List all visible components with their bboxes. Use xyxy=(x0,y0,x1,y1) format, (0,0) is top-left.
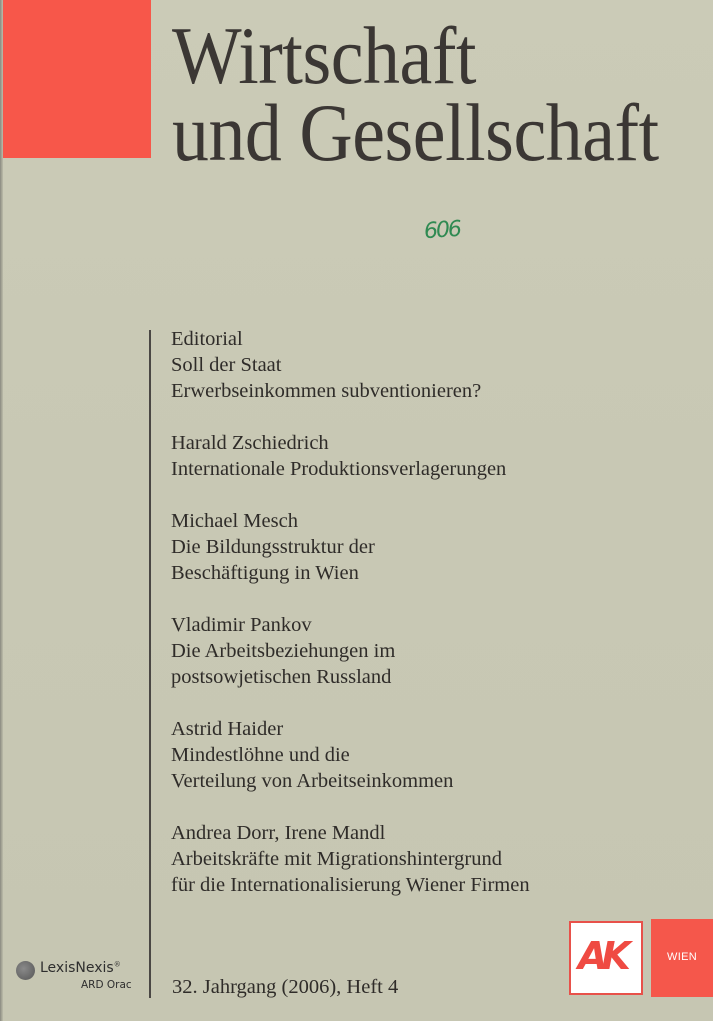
toc-author: Harald Zschiedrich xyxy=(171,432,329,454)
toc-title: Internationale Produktionsverlagerungen xyxy=(171,458,507,480)
ak-wien-label: WIEN xyxy=(667,951,697,963)
registered-mark: ® xyxy=(113,960,121,969)
toc-title: Erwerbseinkommen subventionieren? xyxy=(171,380,482,402)
toc-author: Astrid Haider xyxy=(171,718,284,740)
toc-heading: Editorial xyxy=(171,328,243,350)
toc-title: postsowjetischen Russland xyxy=(171,666,392,688)
issue-info: 32. Jahrgang (2006), Heft 4 xyxy=(172,976,399,998)
toc-title: Soll der Staat xyxy=(171,354,282,376)
toc-title: Verteilung von Arbeitseinkommen xyxy=(171,770,454,792)
toc-author: Michael Mesch xyxy=(171,510,298,532)
toc-title: Beschäftigung in Wien xyxy=(171,562,359,584)
toc-entry xyxy=(171,508,691,586)
toc-title: Die Arbeitsbeziehungen im xyxy=(171,640,396,662)
toc-title: Die Bildungsstruktur der xyxy=(171,536,375,558)
handwritten-note: 606 xyxy=(423,216,461,245)
toc-entry xyxy=(171,612,691,690)
contents-divider-rule xyxy=(149,330,151,998)
lexisnexis-globe-icon xyxy=(16,961,35,980)
toc-title: für die Internationalisierung Wiener Firmen xyxy=(171,874,530,896)
journal-title-line2: und Gesellschaft xyxy=(172,87,659,178)
toc-title: Mindestlöhne und die xyxy=(171,744,350,766)
toc-entry xyxy=(171,430,691,482)
ak-logo xyxy=(569,921,643,995)
toc-author: Andrea Dorr, Irene Mandl xyxy=(171,822,386,844)
toc-entry xyxy=(171,820,691,898)
toc-entry xyxy=(171,716,691,794)
red-accent-block xyxy=(3,0,151,158)
ak-wien-block xyxy=(651,919,713,997)
publisher-name-text: LexisNexis xyxy=(40,960,114,976)
ak-logo-letters: AK xyxy=(578,934,625,978)
toc-title: Arbeitskräfte mit Migrationshintergrund xyxy=(171,848,502,870)
publisher-logo xyxy=(16,960,146,1000)
table-of-contents xyxy=(171,326,691,924)
toc-author: Vladimir Pankov xyxy=(171,614,312,636)
publisher-name xyxy=(40,960,121,976)
journal-title-line1: Wirtschaft xyxy=(172,10,477,101)
toc-entry-editorial xyxy=(171,326,691,404)
publisher-imprint: ARD Orac xyxy=(81,979,132,991)
